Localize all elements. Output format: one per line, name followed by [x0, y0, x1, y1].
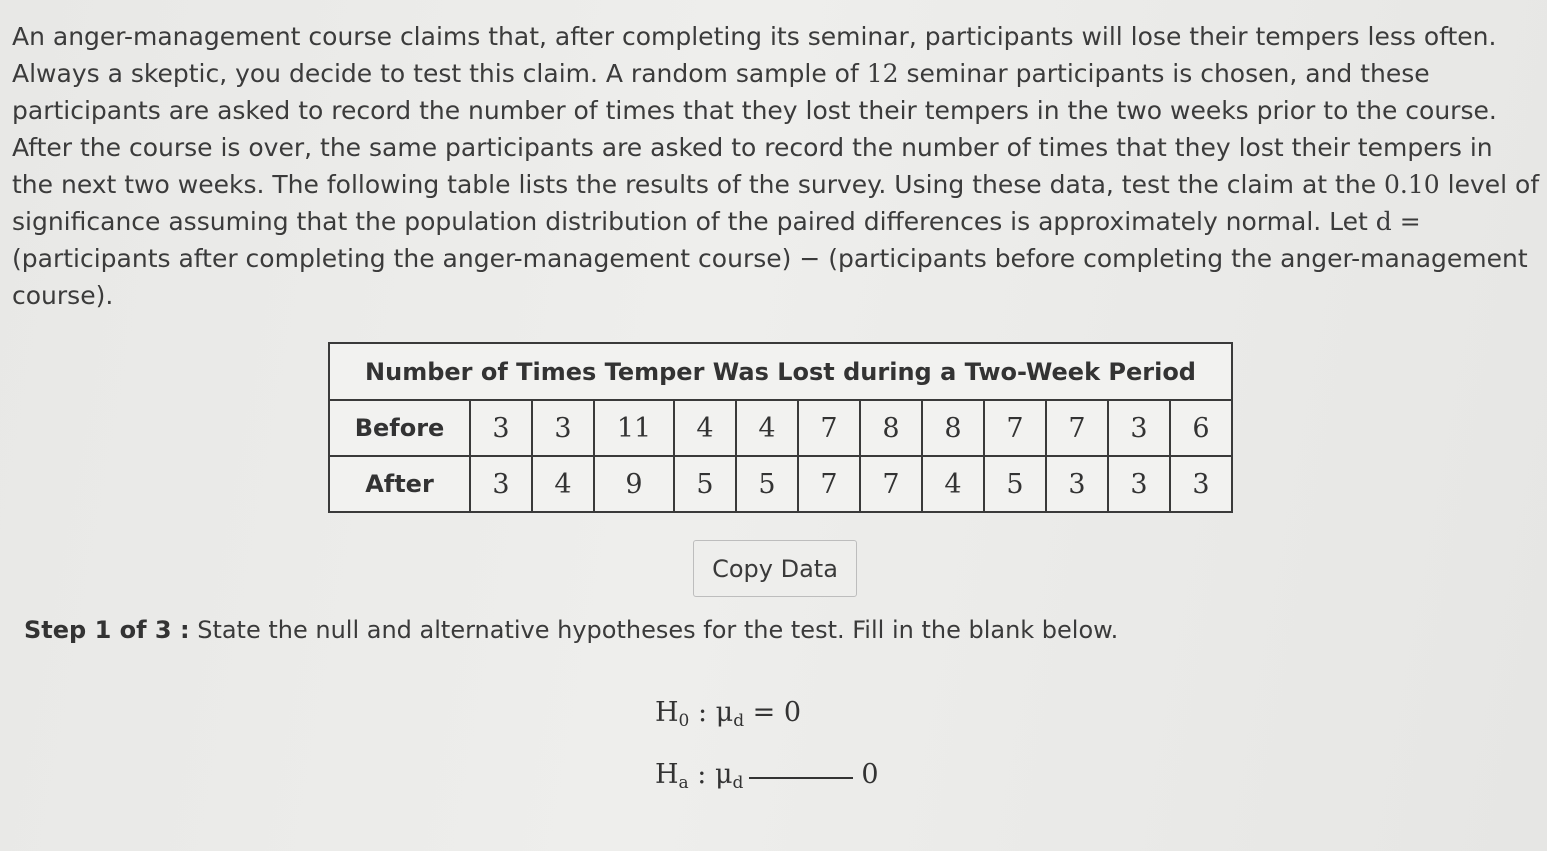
copy-data-button[interactable]: Copy Data: [693, 540, 857, 597]
problem-text-4: (participants after completing the anger-management course) − (participants before completing the anger-management course).: [12, 244, 1528, 310]
table-row-after: [329, 456, 1232, 512]
table-cell: 3: [1108, 400, 1170, 456]
row-label: Before: [329, 400, 470, 456]
table-cell: 5: [736, 456, 798, 512]
table-cell: 6: [1170, 400, 1232, 456]
table-cell: 7: [984, 400, 1046, 456]
table-cell: 4: [532, 456, 594, 512]
step-title: Step 1 of 3 :: [24, 616, 190, 644]
problem-statement: [12, 18, 1540, 314]
null-mu-sub: d: [733, 711, 745, 731]
table-cell: 7: [798, 456, 860, 512]
problem-text-1: An anger-management course claims that, after completing its seminar, participants will lose their tempers less often. Always a skeptic, you decide to test this claim. A random sample of: [12, 22, 1497, 88]
table-caption: Number of Times Temper Was Lost during a Two-Week Period: [329, 343, 1232, 400]
alt-rhs: 0: [861, 759, 879, 790]
step-text: State the null and alternative hypotheses for the test. Fill in the blank below.: [197, 616, 1119, 644]
null-rhs: = 0: [744, 697, 802, 728]
row-label: After: [329, 456, 470, 512]
table-cell: 5: [984, 456, 1046, 512]
table-cell: 7: [1046, 400, 1108, 456]
table-cell: 5: [674, 456, 736, 512]
table-cell: 4: [674, 400, 736, 456]
step-instruction: [24, 616, 1118, 644]
table-row-before: [329, 400, 1232, 456]
null-h: H: [655, 697, 679, 728]
table-cell: 11: [594, 400, 674, 456]
problem-text-2: seminar participants is chosen, and these participants are asked to record the number of times that they lost their tempers in the two weeks prior to the course. After the course is over, the same participants are asked to record the number of times that they lost their tempers in the next two weeks. The following table lists the results of the survey. Using these data, test the claim at the: [12, 59, 1497, 199]
table-cell: 3: [1170, 456, 1232, 512]
table-cell: 7: [860, 456, 922, 512]
null-h-sub: 0: [678, 711, 690, 731]
problem-text-3: level of significance assuming that the population distribution of the paired differences is approximately normal. Let: [12, 170, 1540, 236]
null-mu: : μ: [689, 697, 734, 728]
table-body: [329, 400, 1232, 512]
table-cell: 3: [532, 400, 594, 456]
table-cell: 3: [470, 456, 532, 512]
alt-mu: : μ: [688, 759, 733, 790]
table-cell: 3: [1108, 456, 1170, 512]
sample-size: 12: [866, 59, 899, 88]
alternative-hypothesis: [655, 757, 879, 793]
significance-level: 0.10: [1384, 170, 1440, 199]
table-cell: 9: [594, 456, 674, 512]
table-cell: 3: [470, 400, 532, 456]
alt-mu-sub: d: [732, 773, 744, 793]
table-cell: 3: [1046, 456, 1108, 512]
table-cell: 7: [798, 400, 860, 456]
null-hypothesis: [655, 697, 801, 731]
data-table: [328, 342, 1233, 513]
table-cell: 8: [922, 400, 984, 456]
alt-h: H: [655, 759, 679, 790]
alt-operator-blank[interactable]: [749, 757, 853, 779]
variable-d: d =: [1375, 207, 1421, 236]
table-cell: 4: [736, 400, 798, 456]
alt-h-sub: a: [678, 773, 689, 793]
table-cell: 4: [922, 456, 984, 512]
table-cell: 8: [860, 400, 922, 456]
